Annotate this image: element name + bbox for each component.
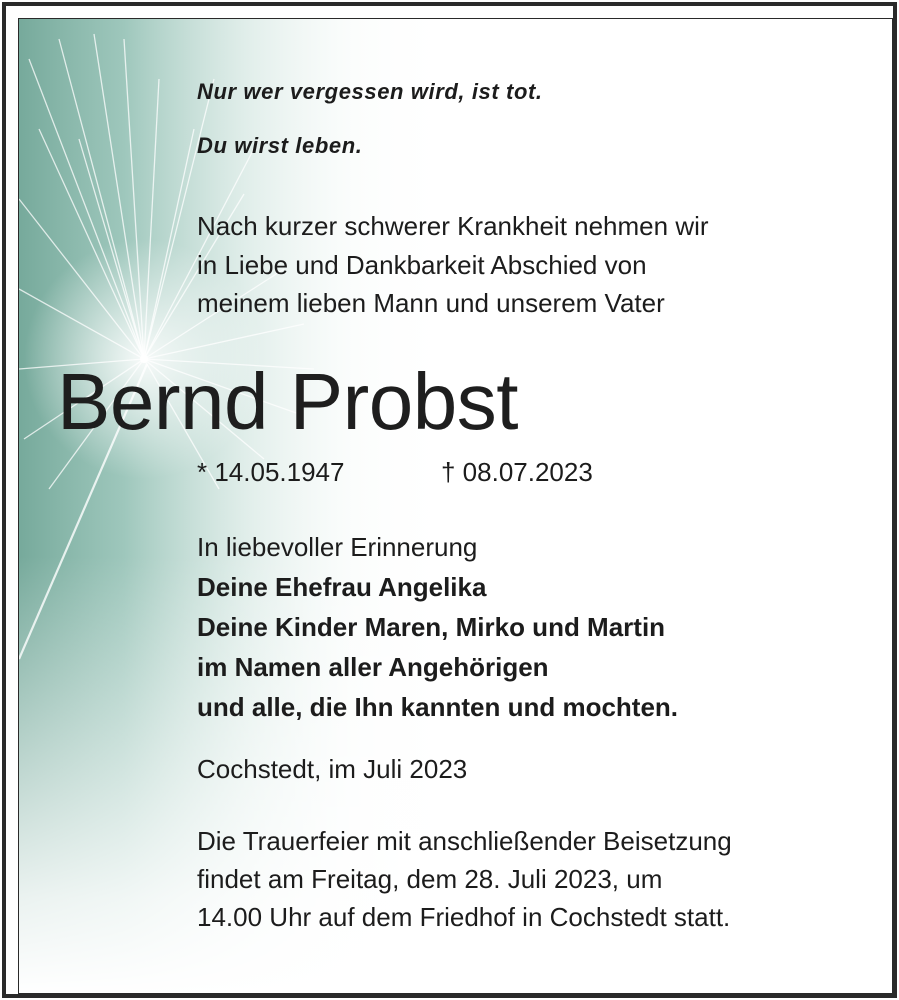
intro-line-1: Nach kurzer schwerer Krankheit nehmen wir [197, 211, 709, 241]
deceased-name: Bernd Probst [57, 357, 518, 446]
mourner-line-4: und alle, die Ihn kannten und mochten. [197, 692, 679, 722]
death-date: † 08.07.2023 [441, 457, 593, 487]
obituary-content [19, 19, 893, 994]
mourner-line-1: Deine Ehefrau Angelika [197, 572, 487, 602]
mourner-line-2: Deine Kinder Maren, Mirko und Martin [197, 612, 666, 642]
outer-frame [2, 2, 897, 998]
funeral-notice [197, 822, 732, 936]
intro-line-2: in Liebe und Dankbarkeit Abschied von [197, 249, 647, 280]
funeral-line-2: findet am Freitag, dem 28. Juli 2023, um [197, 864, 663, 894]
motto-line-1: Nur wer vergessen wird, ist tot. [197, 79, 543, 104]
life-dates [197, 457, 593, 488]
place-date: Cochstedt, im Juli 2023 [197, 754, 468, 784]
mourner-line-3: im Namen aller Angehörigen [197, 652, 549, 682]
motto-line-2: Du wirst leben. [197, 133, 363, 158]
memory-heading: In liebevoller Erinnerung [197, 532, 478, 562]
funeral-line-3: 14.00 Uhr auf dem Friedhof in Cochstedt statt. [197, 902, 731, 932]
memory-section [197, 527, 678, 727]
inner-frame [18, 18, 893, 994]
funeral-line-1: Die Trauerfeier mit anschließender Beisetzung [197, 826, 732, 856]
intro-text [197, 207, 709, 323]
intro-line-3: meinem lieben Mann und unserem Vater [197, 288, 665, 318]
birth-date: * 14.05.1947 [197, 457, 345, 487]
